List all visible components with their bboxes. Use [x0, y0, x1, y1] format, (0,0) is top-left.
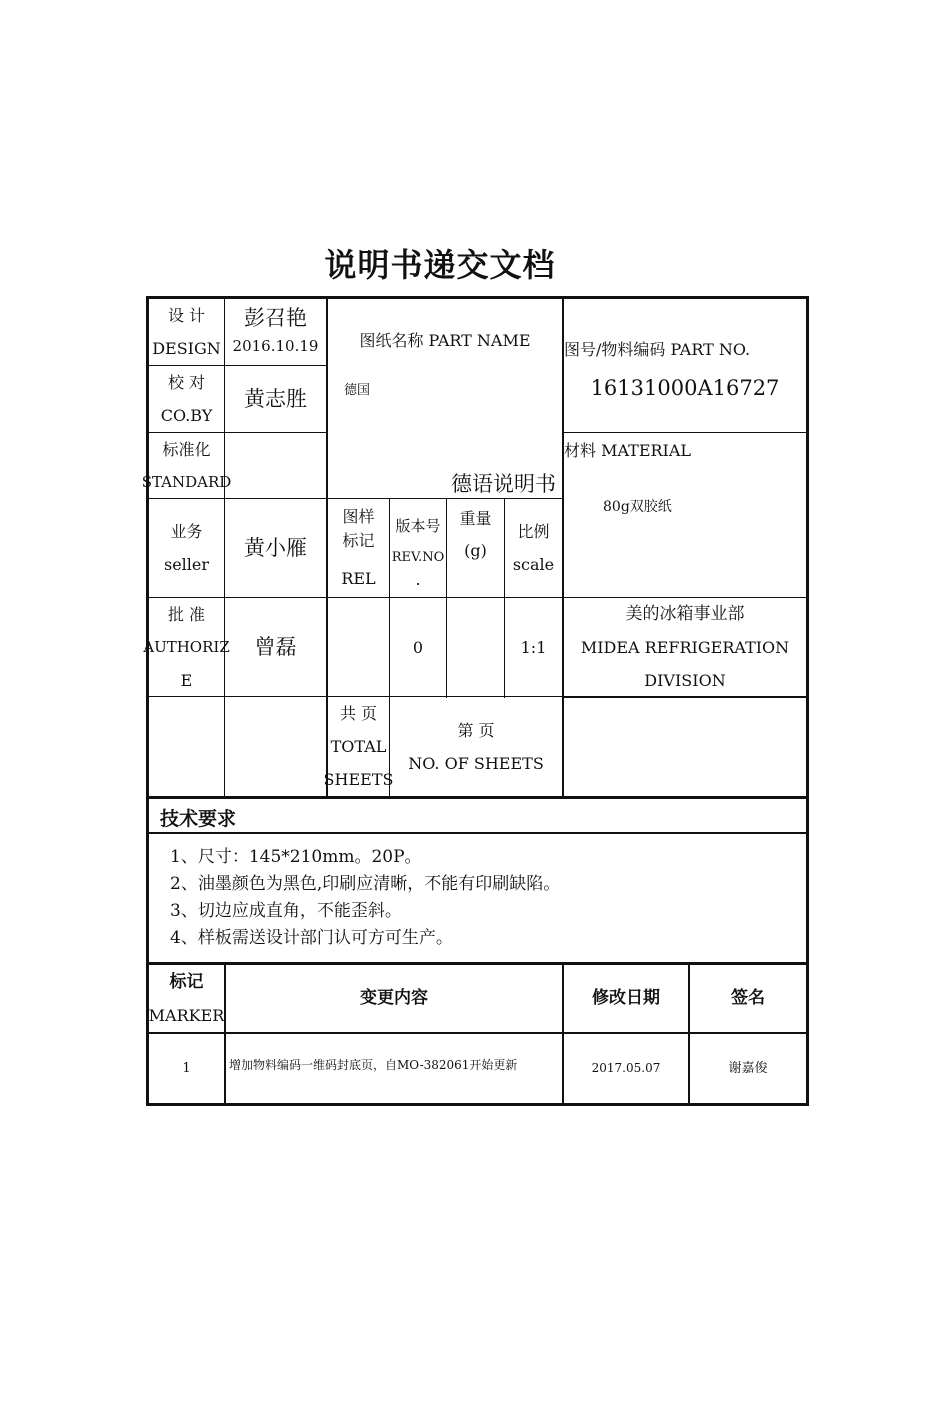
weight-label-en: (g) [464, 541, 487, 560]
sign-header: 签名 [731, 988, 765, 1008]
check-label-cn: 校 对 [167, 373, 206, 392]
weight-label [447, 499, 504, 597]
tech-item: 1、尺寸：145*210mm。20P。 [170, 847, 422, 867]
part-name-label: 图纸名称 PART NAME [359, 331, 531, 350]
standard-label-en: STANDARD [141, 472, 232, 491]
total-sheets-label-en-1: TOTAL [330, 737, 387, 756]
authorize-label-en-1: AUTHORIZ [143, 637, 230, 656]
weight-label-cn: 重量 [459, 509, 492, 528]
document-title: 说明书递交文档 [324, 246, 556, 284]
rev-value: 0 [412, 637, 424, 657]
marker-header-en: MARKER [148, 1005, 225, 1025]
design-label [149, 299, 224, 365]
seller-name: 黄小雁 [244, 535, 307, 560]
total-sheets-label [323, 697, 394, 796]
designer-name: 彭召艳 [244, 306, 307, 330]
material-label: 材料 MATERIAL [564, 441, 692, 460]
seller-label-cn: 业务 [170, 522, 203, 541]
change-row-sign: 谢嘉俊 [728, 1061, 768, 1076]
tech-heading: 技术要求 [160, 808, 237, 830]
seller-label-en: seller [163, 555, 210, 574]
rev-label [390, 499, 446, 597]
rule [562, 296, 564, 797]
part-name-value: 德语说明书 [451, 472, 556, 496]
standard-label-cn: 标准化 [162, 439, 211, 459]
rel-label [328, 499, 389, 597]
check-label-en: CO.BY [160, 406, 213, 425]
design-label-cn: 设 计 [167, 306, 206, 325]
material-value: 80g双胶纸 [603, 499, 672, 515]
rel-label-cn-2: 标记 [342, 531, 375, 550]
rel-label-en: REL [341, 569, 376, 588]
scale-label-en: scale [512, 555, 555, 574]
checker-name: 黄志胜 [244, 386, 307, 411]
part-no-value: 16131000A16727 [590, 376, 780, 400]
division-en-1: MIDEA REFRIGERATION [580, 637, 790, 657]
date-header: 修改日期 [592, 988, 660, 1008]
division-en-2: DIVISION [644, 670, 726, 690]
division-cn: 美的冰箱事业部 [625, 603, 745, 624]
marker-header-cn: 标记 [169, 971, 204, 992]
content-header: 变更内容 [360, 988, 428, 1008]
sheet-no-label-en: NO. OF SHEETS [408, 753, 544, 773]
change-row-date: 2017.05.07 [591, 1061, 661, 1075]
authorize-label-cn: 批 准 [167, 604, 206, 624]
design-value [225, 299, 326, 365]
design-label-en: DESIGN [152, 339, 221, 358]
division-block [564, 598, 806, 696]
marker-header [149, 965, 224, 1032]
authorize-label-en-2: E [180, 670, 193, 690]
design-date: 2016.10.19 [232, 337, 319, 355]
tech-item: 2、油墨颜色为黑色,印刷应清晰，不能有印刷缺陷。 [170, 874, 561, 894]
authorize-label [143, 598, 230, 696]
rule [146, 796, 809, 799]
tech-item: 4、样板需送设计部门认可方可生产。 [170, 928, 453, 948]
rule [563, 432, 809, 433]
sheet-no-label [390, 697, 562, 796]
rel-value [328, 598, 389, 696]
rule [806, 296, 809, 1106]
total-sheets-label-en-2: SHEETS [323, 770, 394, 789]
seller-label [149, 499, 224, 597]
change-row-content: 增加物料编码一维码封底页，自MO-382061开始更新 [229, 1058, 518, 1072]
scale-label [505, 499, 562, 597]
scale-label-cn: 比例 [517, 522, 550, 541]
part-name-country: 德国 [344, 383, 371, 398]
check-label [149, 366, 224, 432]
rule [146, 832, 809, 834]
authorizer-name: 曾磊 [254, 634, 297, 659]
rev-label-cn: 版本号 [395, 517, 441, 535]
rel-label-cn-1: 图样 [342, 507, 375, 526]
weight-value [447, 598, 504, 696]
total-sheets-label-cn: 共 页 [339, 704, 378, 723]
rev-label-en-2: . [415, 570, 421, 589]
rev-label-en-1: REV.NO [391, 550, 445, 565]
part-no-label: 图号/物料编码 PART NO. [564, 340, 751, 359]
tech-item: 3、切边应成直角，不能歪斜。 [170, 901, 402, 921]
tech-list [170, 844, 560, 952]
change-row-marker: 1 [182, 1061, 191, 1076]
sheet-no-label-cn: 第 页 [457, 720, 495, 740]
standard-label [141, 433, 232, 498]
scale-value: 1:1 [520, 637, 547, 657]
rule [146, 1103, 809, 1106]
